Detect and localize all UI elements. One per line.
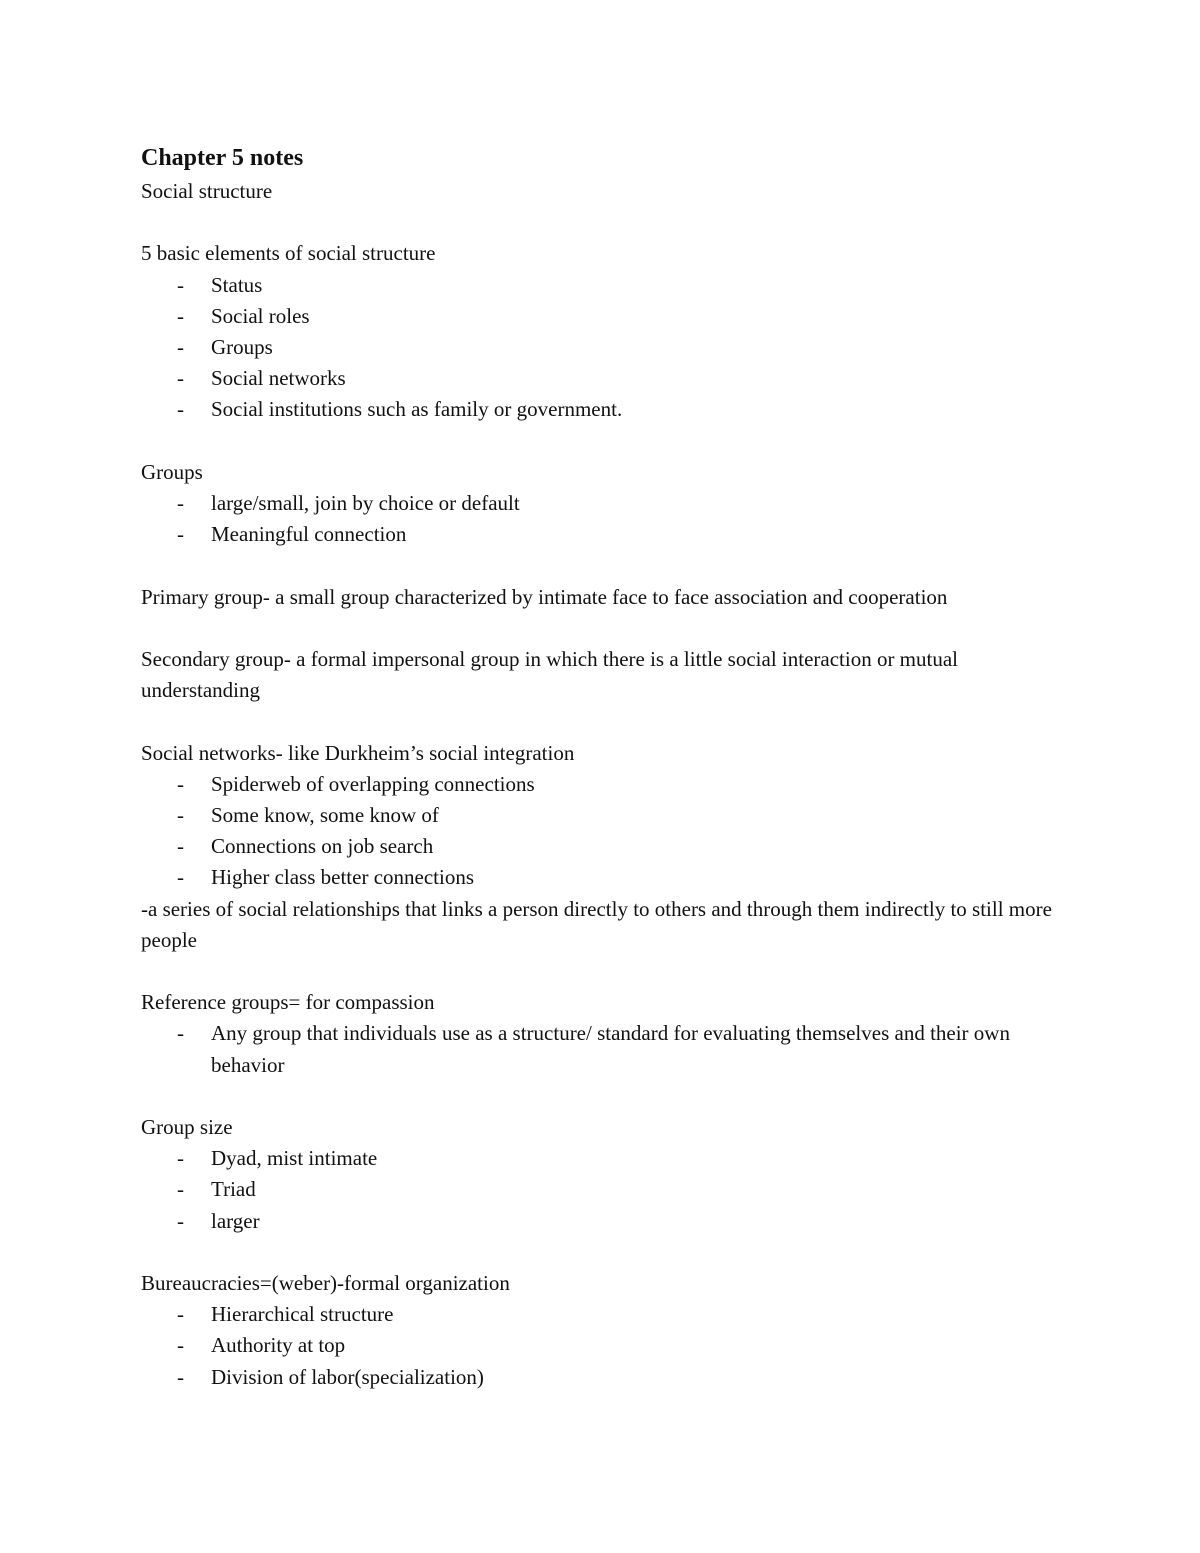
primary-group-paragraph: Primary group- a small group characterized by intimate face to face association and cooperation xyxy=(141,584,948,609)
document-title: Chapter 5 notes xyxy=(141,145,304,171)
list-item: - Social networks xyxy=(141,363,1081,394)
bureaucracies-list xyxy=(141,1299,1081,1393)
list-item: - larger xyxy=(141,1206,1081,1237)
blank-line xyxy=(141,207,1081,238)
list-item: - Triad xyxy=(141,1174,1081,1205)
blank-line xyxy=(141,956,1081,987)
list-item: - Meaningful connection xyxy=(141,519,1081,550)
list-item: - Higher class better connections xyxy=(141,862,1081,893)
section-heading-reference-groups: Reference groups= for compassion xyxy=(141,990,435,1015)
blank-line xyxy=(141,706,1081,737)
secondary-group-paragraph: Secondary group- a formal impersonal group in which there is a little social interaction or mutual understanding xyxy=(141,646,959,703)
blank-line xyxy=(141,1081,1081,1112)
section-heading-group-size: Group size xyxy=(141,1114,233,1139)
list-item: - Status xyxy=(141,270,1081,301)
section-heading-bureaucracies: Bureaucracies=(weber)-formal organization xyxy=(141,1270,510,1295)
section-heading-elements: 5 basic elements of social structure xyxy=(141,241,436,266)
section-heading-groups: Groups xyxy=(141,459,203,484)
list-item: - Authority at top xyxy=(141,1330,1081,1361)
list-item: - Connections on job search xyxy=(141,831,1081,862)
list-item: - Hierarchical structure xyxy=(141,1299,1081,1330)
blank-line xyxy=(141,426,1081,457)
list-item: - Some know, some know of xyxy=(141,800,1081,831)
group-size-list xyxy=(141,1143,1081,1237)
reference-groups-list xyxy=(141,1018,1081,1080)
list-item: - Dyad, mist intimate xyxy=(141,1143,1081,1174)
section-heading-social-networks: Social networks- like Durkheim’s social integration xyxy=(141,740,575,765)
blank-line xyxy=(141,613,1081,644)
list-item: - Spiderweb of overlapping connections xyxy=(141,769,1081,800)
list-item: - Social roles xyxy=(141,301,1081,332)
document-page xyxy=(141,138,1081,1393)
blank-line xyxy=(141,1237,1081,1268)
document-subtitle: Social structure xyxy=(141,179,273,203)
list-item: - Any group that individuals use as a structure/ standard for evaluating themselves and their own behavior xyxy=(141,1018,1081,1080)
list-item: - Groups xyxy=(141,332,1081,363)
list-item: - Division of labor(specialization) xyxy=(141,1362,1081,1393)
social-networks-list xyxy=(141,769,1081,894)
elements-list xyxy=(141,270,1081,426)
social-networks-definition: -a series of social relationships that links a person directly to others and through them indirectly to still more people xyxy=(141,896,1052,952)
list-item: - large/small, join by choice or default xyxy=(141,488,1081,519)
list-item: - Social institutions such as family or government. xyxy=(141,394,1081,425)
blank-line xyxy=(141,550,1081,581)
groups-list xyxy=(141,488,1081,550)
